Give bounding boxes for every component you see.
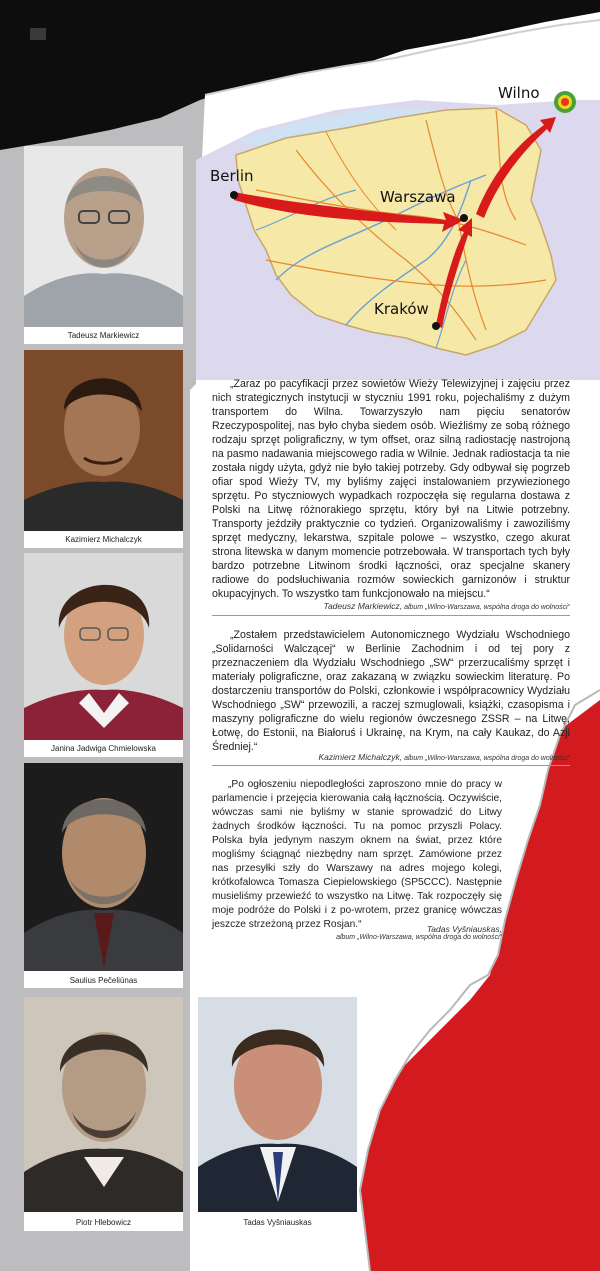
city-label-berlin: Berlin (210, 167, 254, 185)
caption-chmielowska: Janina Jadwiga Chmielowska (51, 744, 156, 753)
source-album: album „Wilno-Warszawa, wspólna droga do wolności“ (336, 934, 502, 941)
krakow-point (432, 322, 440, 330)
caption-hlebowicz: Piotr Hlebowicz (75, 1218, 132, 1227)
source-album: album „Wilno-Warszawa, wspólna droga do wolności“ (404, 755, 570, 762)
photo-card-chmielowska (24, 553, 183, 757)
source-album: album „Wilno-Warszawa, wspólna droga do wolności“ (404, 604, 570, 611)
caption-vysniauskas: Tadas Vyšniauskas (243, 1218, 312, 1227)
photo-card-michalczyk (24, 350, 183, 548)
caption-peceliunas: Saulius Pečeliūnas (69, 976, 138, 985)
map (196, 80, 600, 380)
quote-vysniauskas: „Po ogłoszeniu niepodległości zaproszono mnie do pracy w parlamencie i przejęcia kierowania całą łącznością. Oczywiście, wówczas sami nie byliśmy w stanie sprowadzić do Litwy żadnych środków łączności. Tu na pomoc przyszli Polacy. Polska była jedynym naszym oknem na świat, przez które mogliśmy ściągnąć niezbędny nam sprzęt. Zamówione przez nas przesyłki szły do Warszawy na adres mojego kolegi, krótkofalowca Tomasza Ciepielowskiego (SP5CCC). Następnie musieliśmy przewieźć to wszystko na Litwę. Tak rozpoczęły się moje podróże do Polski i z po-wrotem, przez granicę wówczas jeszcze strzeżoną przez Rosjan.“ (212, 779, 502, 930)
warszawa-point (460, 214, 468, 222)
source-markiewicz (212, 601, 570, 611)
source-michalczyk (212, 752, 570, 762)
photo-card-hlebowicz (24, 997, 183, 1231)
portrait-michalczyk (24, 350, 183, 531)
berlin-point (230, 191, 238, 199)
city-label-krakow: Kraków (374, 300, 429, 318)
caption-michalczyk: Kazimierz Michalczyk (65, 535, 142, 544)
city-label-wilno: Wilno (498, 84, 540, 102)
source-author: Kazimierz Michalczyk, (318, 752, 403, 762)
portrait-chmielowska (24, 553, 183, 740)
quote-markiewicz: „Zaraz po pacyfikacji przez sowietów Wieży Telewizyjnej i zajęciu przez nich strategicznych instytucji w styczniu 1991 roku, pojechaliśmy z dużym transportem do Wilna. Towarzyszyło nam pięciu senatorów Rzeczypospolitej, nas było chyba siedem osób. Wieźliśmy ze sobą różnego rodzaju sprzęt poligraficzny, w tym offset, oraz silną radiostację nastrojoną na pasmo nadawania miejscowego radia w Wilnie. Jednak radiostacja ta nie została nigdy użyta, gdyż nie było takiej potrzeby. Gdy odbywał się pogrzeb ofiar spod Wieży TV, my byliśmy zajęci instalowaniem przywiezionego sprzętu. Po styczniowych wypadkach rozpoczęła się regularna dostawa z Polski na Litwę różnorakiego sprzętu, który był na Litwie potrzebny. Transporty jeździły praktycznie co tydzień. Organizowaliśmy i zawoziliśmy sprzęt medyczny, lekarstwa, szpitale polowe – wszystko, czego akurat strona litewska w danym momencie potrzebowała. W transportach tych były bardzo potrzebne Litwinom środki łączności, oraz specjalne skanery radiowe do podsłuchiwania rozmów sowieckich garnizonów i struktur okupacyjnych. To wszystko tam funkcjonowało na miejscu.“ (212, 378, 570, 600)
city-label-warszawa: Warszawa (380, 188, 456, 206)
divider (212, 765, 570, 766)
portrait-peceliunas (24, 763, 183, 971)
photo-card-peceliunas (24, 763, 183, 988)
photo-card-vysniauskas (198, 997, 357, 1231)
caption-markiewicz: Tadeusz Markiewicz (67, 331, 140, 340)
quote-michalczyk: „Zostałem przedstawicielem Autonomicznego Wydziału Wschodniego „Solidarności Walczącej“ w Berlinie Zachodnim i od tej pory z przeznaczeniem dla Wydziału Wschodniego „SW“ przerzucaliśmy sprzęt i materiały poligraficzne, oraz zakazaną w związku sowieckim literaturę. Po dostarczeniu transportów do Polski, członkowie i współpracownicy Wydziału Wschodniego „SW“ przewozili, a raczej szmuglowali, książki, czasopisma i maszyny poligraficzne do wielu regionów ówczesnego ZSSR – na Litwę, Łotwę, do Estonii, na Białoruś i Ukrainę, na Krym, na cały Kaukaz, do Azji Średniej.“ (212, 629, 570, 753)
source-author: Tadeusz Markiewicz, (323, 601, 403, 611)
divider (212, 615, 570, 616)
photo-card-markiewicz (24, 146, 183, 344)
portrait-vysniauskas (198, 997, 357, 1212)
source-author: Tadas Vyšniauskas, (426, 924, 502, 934)
portrait-markiewicz (24, 146, 183, 327)
source-vysniauskas (212, 924, 502, 941)
portrait-hlebowicz (24, 997, 183, 1212)
